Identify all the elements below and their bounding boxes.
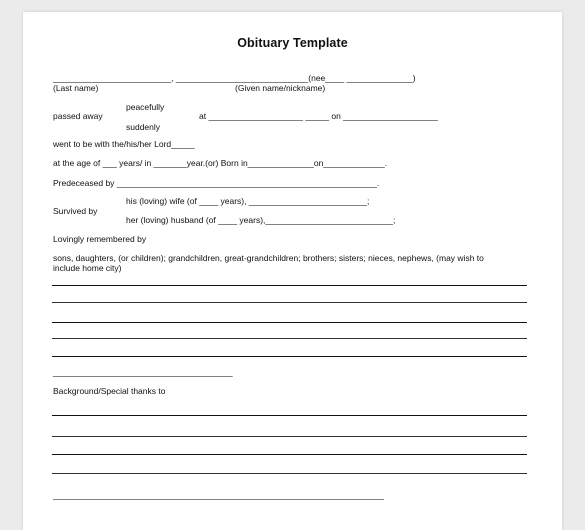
lovingly-remembered-label: Lovingly remembered by xyxy=(53,234,147,244)
passed-away-label: passed away xyxy=(53,111,103,121)
peacefully-option: peacefully xyxy=(126,102,165,112)
document-title: Obituary Template xyxy=(237,36,348,50)
writing-line xyxy=(52,454,527,455)
age-born-line: at the age of ___ years/ in _______year.(or) Born in______________on_____________. xyxy=(53,158,388,168)
given-name-label: (Given name/nickname) xyxy=(235,83,326,93)
writing-line xyxy=(52,302,527,303)
went-to-be-with-line: went to be with the/his/her Lord_____ xyxy=(53,139,195,149)
document-page xyxy=(23,12,562,530)
short-blank-line: ______________________________________ xyxy=(53,367,233,377)
writing-line xyxy=(52,415,527,416)
husband-line: her (loving) husband (of ____ years),___________________________; xyxy=(126,215,396,225)
background-thanks-label: Background/Special thanks to xyxy=(53,386,166,396)
wife-line: his (loving) wife (of ____ years), _________________________; xyxy=(126,196,370,206)
at-on-line: at ____________________ _____ on ____________________ xyxy=(199,111,438,121)
relatives-line-1: sons, daughters, (or children); grandchildren, great-grandchildren; brothers; sisters; nieces, nephews, (may wish to xyxy=(53,253,484,263)
relatives-line-2: include home city) xyxy=(53,263,122,273)
survived-by-label: Survived by xyxy=(53,206,98,216)
writing-line xyxy=(52,436,527,437)
last-name-label: (Last name) xyxy=(53,83,99,93)
writing-line xyxy=(52,356,527,357)
writing-line xyxy=(52,322,527,323)
predeceased-line: Predeceased by _______________________________________________________. xyxy=(53,178,380,188)
writing-line xyxy=(52,473,527,474)
writing-line xyxy=(52,338,527,339)
name-blank-line: _________________________, ____________________________(nee____ ______________) xyxy=(53,73,416,83)
final-blank-line: ______________________________________________________________________ xyxy=(53,490,384,500)
suddenly-option: suddenly xyxy=(126,122,161,132)
writing-line xyxy=(52,285,527,286)
